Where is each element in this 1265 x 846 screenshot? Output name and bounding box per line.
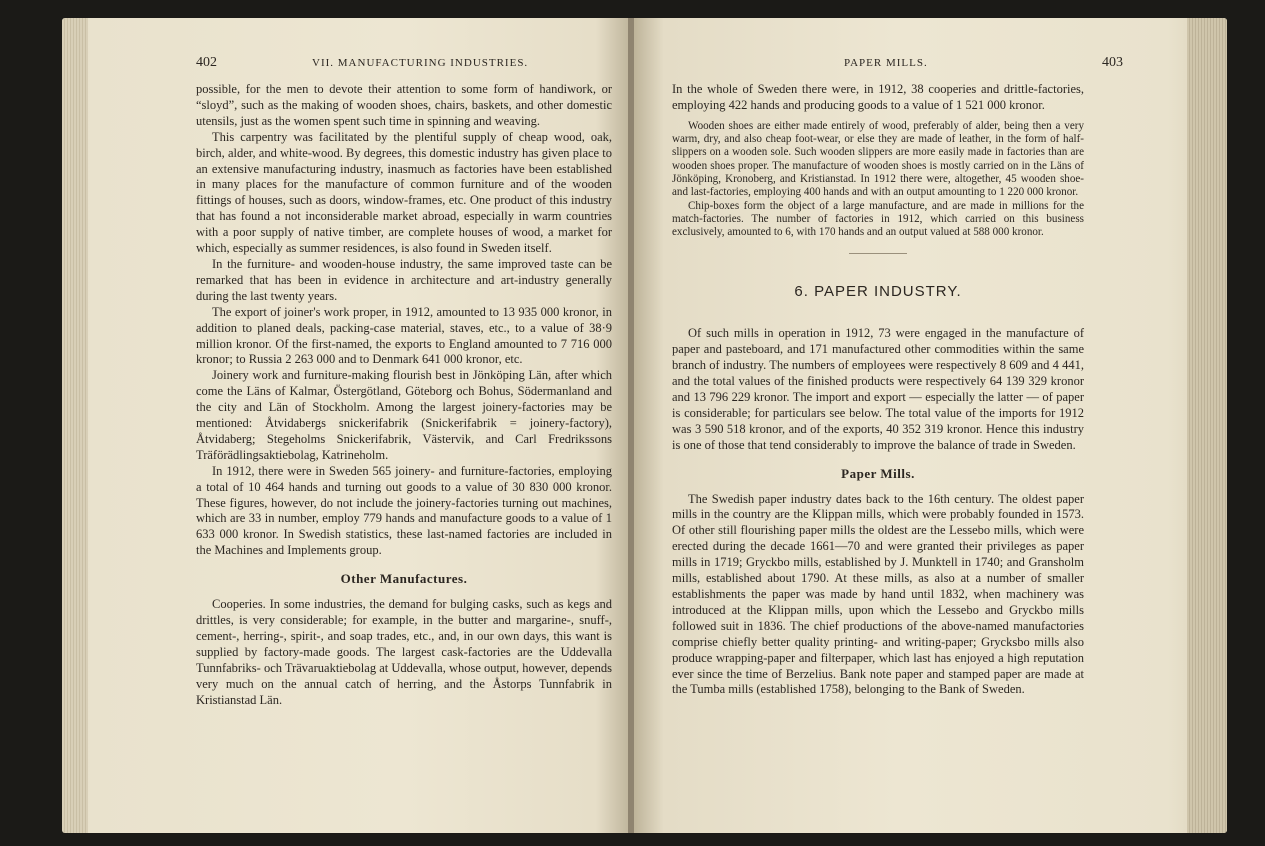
left-text-column bbox=[196, 82, 612, 708]
paragraph: Cooperies. In some industries, the demand for bulging casks, such as kegs and drittles, is very considerable; for example, in the butter and margarine-, snuff-, cement-, herring-, spirit-, and soap trades, etc., and, in our own days, this want is supplied by factory-made goods. The largest cask-factories are the Uddevalla Tunnfabriks- och Trävaruaktiebolag at Uddevalla, whose output, however, depends very much on the annual catch of herring, and the Åstorps Tunnfabrik in Kristianstad Län. bbox=[196, 597, 612, 707]
paragraph: In the whole of Sweden there were, in 1912, 38 cooperies and drittle-factories, employing 422 hands and producing goods to a value of 1 521 000 kronor. bbox=[672, 82, 1084, 112]
subheading: Other Manufactures. bbox=[340, 571, 468, 587]
page-number-left: 402 bbox=[196, 55, 217, 70]
paragraph: In the furniture- and wooden-house industry, the same improved taste can be remarked that has been in evidence in architecture and art-industry generally during the last twenty years. bbox=[196, 256, 612, 303]
left-page bbox=[62, 18, 630, 833]
running-head-left: VII. MANUFACTURING INDUSTRIES. bbox=[312, 57, 529, 69]
running-head-right: PAPER MILLS. bbox=[844, 57, 928, 69]
paragraph: The Swedish paper industry dates back to the 16th century. The oldest paper mills in the country are the Klippan mills, which were probably founded in 1573. Of other still flourishing paper mills the oldest are the Lessebo mills, which were erected during the decade 1661—70 and were granted their privileges as paper mills in 1719; Gryckbo mills, established by J. Munktell in 1740; and Gransholm mills, established about 1790. At these mills, as also at a number of smaller establishments the paper was made by hand until 1832, when machinery was introduced at the Klippan mills, upon which the Lessebo and Gryckbo mills followed suit in 1836. The chief productions of the above-named manufactories comprise chiefly better quality printing- and writing-paper; Grycksbo mills also produce wrapping-paper and filterpaper, which last has enjoyed a high reputation ever since the time of Berzelius. Bank note paper and stamped paper are made at the Tumba mills (established 1758), belonging to the Bank of Sweden. bbox=[672, 491, 1084, 697]
divider bbox=[849, 253, 907, 254]
page-number-right: 403 bbox=[1102, 55, 1123, 70]
small-paragraph: Chip-boxes form the object of a large manufacture, and are made in millions for the match-factories. The number of factories in 1912, which carried on this business exclusively, amounted to 6, with 170 hands and an output valued at 588 000 kronor. bbox=[672, 199, 1084, 239]
small-paragraph: Wooden shoes are either made entirely of wood, preferably of alder, being then a very warm, dry, and also cheap foot-wear, or else they are made of leather, in the form of half-slippers on a wooden sole. Such wooden slippers are more easily made in factories than are wooden shoes proper. The manufacture of wooden shoes is mostly carried on in the Läns of Jönköping, Kronoberg, and Kristianstad. In 1912 there were, altogether, 45 wooden shoe- and last-factories, employing 400 hands and with an output amounting to 1 220 000 kronor. bbox=[672, 119, 1084, 199]
open-book bbox=[62, 18, 1227, 838]
page-edges-left bbox=[62, 18, 88, 833]
right-text-column bbox=[672, 82, 1084, 698]
paragraph: Of such mills in operation in 1912, 73 were engaged in the manufacture of paper and pasteboard, and 171 manufactured other commodities within the same branch of industry. The numbers of employees were respectively 8 609 and 4 441, and the total values of the finished products were respectively 64 139 329 kronor and 13 796 229 kronor. The import and export — especially the latter — of paper is considerable; for particulars see below. The total value of the imports for 1912 was 3 590 518 kronor, and of the exports, 40 352 319 kronor. Hence this industry is one of those that tend considerably to improve the balance of trade in Sweden. bbox=[672, 326, 1084, 452]
section-heading: 6. PAPER INDUSTRY. bbox=[794, 283, 962, 301]
paragraph: possible, for the men to devote their attention to some form of handiwork, or “sloyd”, such as the making of wooden shoes, chairs, baskets, and other domestic utensils, just as the women spent such time in spinning and weaving. bbox=[196, 82, 612, 128]
page-edges-right bbox=[1187, 18, 1227, 833]
paragraph: Joinery work and furniture-making flourish best in Jönköping Län, after which come the Läns of Kalmar, Östergötland, Göteborg och Bohus, Södermanland and the city and Län of Stockholm. Among the largest joinery-factories may be mentioned: Åtvidabergs snickerifabrik (Snickerifabrik = joinery-factory), Åtvidaberg; Stegeholms Snickerifabrik, Västervik, and Carl Fredrikssons Träförädlingsaktiebolag, Katrineholm. bbox=[196, 368, 612, 462]
subheading: Paper Mills. bbox=[841, 465, 915, 481]
right-page bbox=[634, 18, 1227, 833]
paragraph: This carpentry was facilitated by the plentiful supply of cheap wood, oak, birch, alder, and white-wood. By degrees, this domestic industry has given place to an extensive manufacturing industry, inasmuch as factories have been established in many places for the manufacture of common furniture and of the wooden fittings of houses, such as doors, window-frames, etc. One product of this industry that has found a not inconsiderable market abroad, especially in warm countries with a poor supply of native timber, are complete houses of wood, a market for which, especially as summer residences, is also found in Sweden itself. bbox=[196, 129, 612, 256]
paragraph: In 1912, there were in Sweden 565 joinery- and furniture-factories, employing a total of 10 464 hands and turning out goods to a value of 30 830 000 kronor. These figures, however, do not include the joinery-factories turning out machines, which are 33 in number, employ 779 hands and manufacture goods to a value of 1 633 000 kronor. In Swedish statistics, these last-named factories are included in the Machines and Implements group. bbox=[196, 463, 612, 558]
paragraph: The export of joiner's work proper, in 1912, amounted to 13 935 000 kronor, in addition to planed deals, packing-case material, staves, etc., to a value of 38·9 million kronor. Of the first-named, the exports to England amounted to 7 716 000 kronor; to Russia 2 263 000 and to Denmark 641 000 kronor, etc. bbox=[196, 304, 612, 367]
